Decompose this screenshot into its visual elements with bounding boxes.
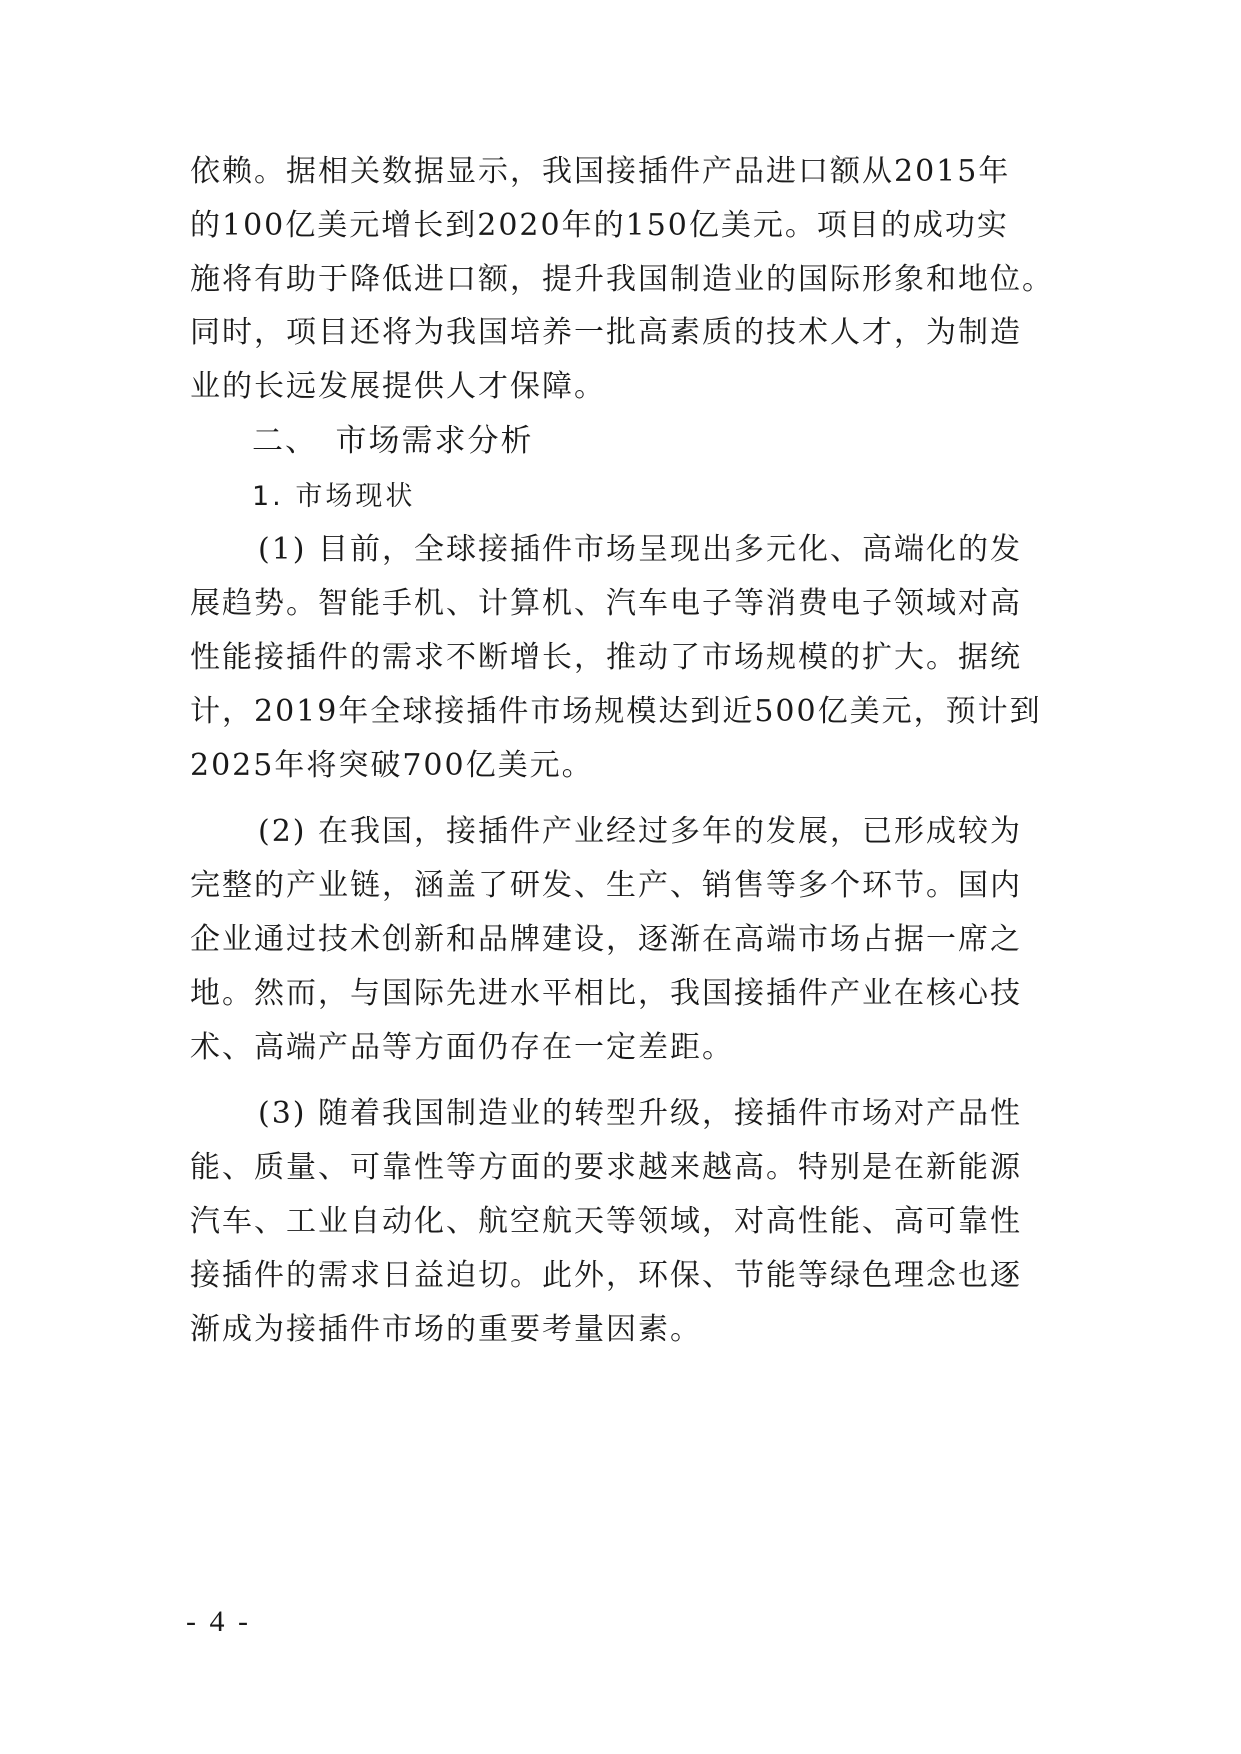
text-line: 渐成为接插件市场的重要考量因素。	[190, 1312, 702, 1347]
text-line: 术、高端产品等方面仍存在一定差距。	[190, 1030, 734, 1065]
text-line: (1) 目前，全球接插件市场呈现出多元化、高端化的发	[258, 532, 1023, 567]
subsection-heading: 1. 市场现状	[252, 481, 416, 512]
text-line: 完整的产业链，涵盖了研发、生产、销售等多个环节。国内	[190, 868, 1022, 903]
text-line: 2025年将突破700亿美元。	[190, 748, 594, 783]
text-line: 依赖。据相关数据显示，我国接插件产品进口额从2015年	[190, 154, 1011, 189]
text-line: 企业通过技术创新和品牌建设，逐渐在高端市场占据一席之	[190, 922, 1022, 957]
text-line: 的100亿美元增长到2020年的150亿美元。项目的成功实	[190, 208, 1009, 243]
text-line: 计，2019年全球接插件市场规模达到近500亿美元，预计到	[190, 694, 1042, 729]
text-line: (2) 在我国，接插件产业经过多年的发展，已形成较为	[258, 814, 1023, 849]
section-heading: 二、 市场需求分析	[252, 423, 534, 459]
text-line: 能、质量、可靠性等方面的要求越来越高。特别是在新能源	[190, 1150, 1022, 1185]
page-number: - 4 -	[186, 1605, 251, 1638]
text-line: 施将有助于降低进口额，提升我国制造业的国际形象和地位。	[190, 262, 1054, 297]
text-line: 业的长远发展提供人才保障。	[190, 369, 606, 404]
text-line: 性能接插件的需求不断增长，推动了市场规模的扩大。据统	[190, 640, 1022, 675]
text-line: 接插件的需求日益迫切。此外，环保、节能等绿色理念也逐	[190, 1258, 1022, 1293]
text-line: 展趋势。智能手机、计算机、汽车电子等消费电子领域对高	[190, 586, 1022, 621]
text-line: 同时，项目还将为我国培养一批高素质的技术人才，为制造	[190, 315, 1022, 350]
text-line: (3) 随着我国制造业的转型升级，接插件市场对产品性	[258, 1096, 1023, 1131]
text-line: 汽车、工业自动化、航空航天等领域，对高性能、高可靠性	[190, 1204, 1022, 1239]
text-line: 地。然而，与国际先进水平相比，我国接插件产业在核心技	[190, 976, 1022, 1011]
